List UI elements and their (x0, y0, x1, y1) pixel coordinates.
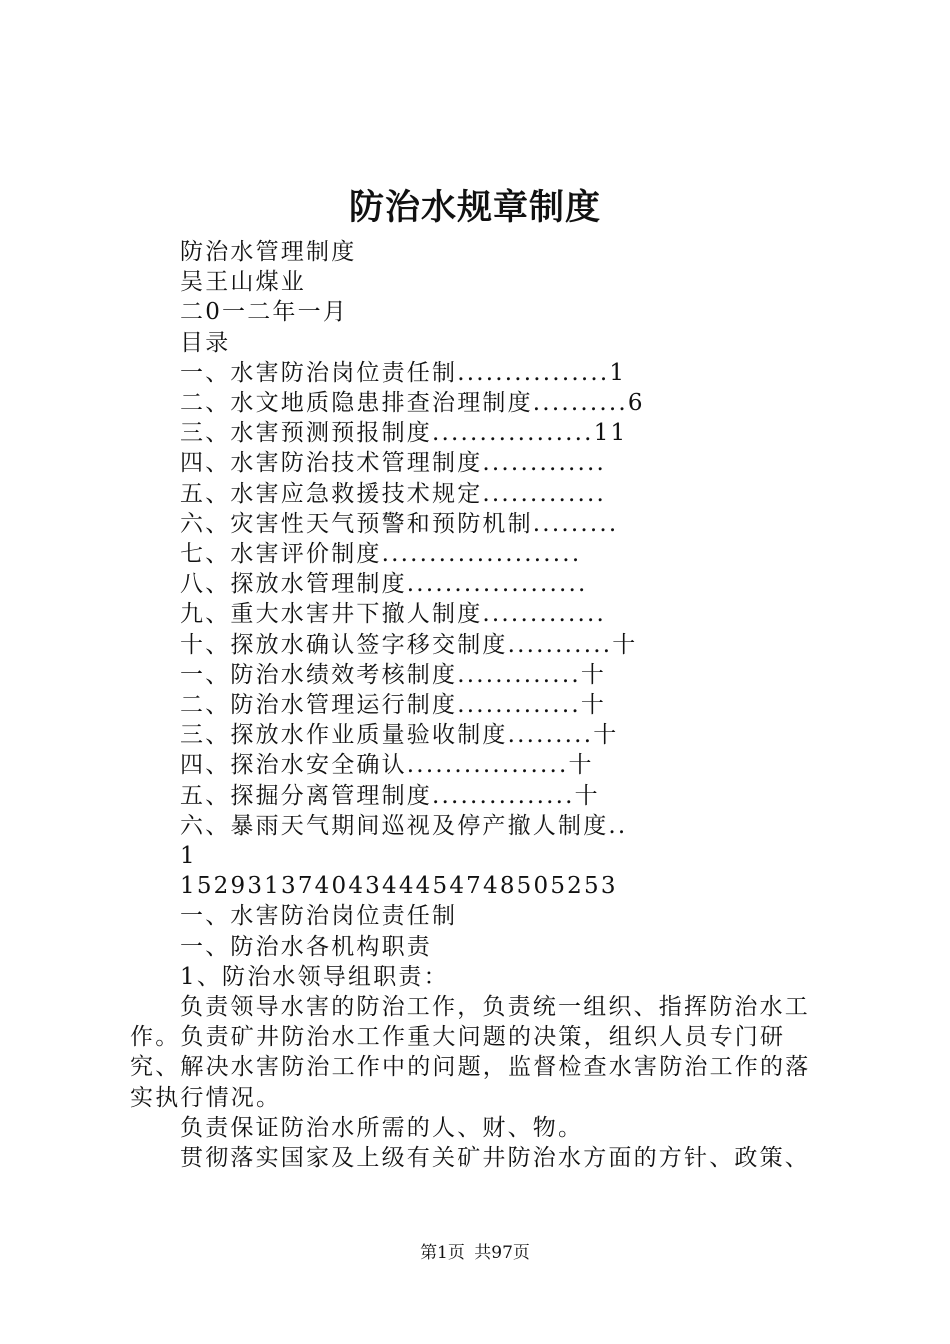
cover-line: 防治水管理制度 (180, 239, 357, 265)
toc-entry: 六、灾害性天气预警和预防机制......... (180, 510, 619, 537)
cover-line: 吴王山煤业 (180, 269, 306, 296)
toc-entry: 八、探放水管理制度................... (180, 571, 588, 598)
toc-page-numbers: 15293137404344454748505253 (180, 873, 618, 900)
document-title: 防治水规章制度 (348, 187, 601, 228)
toc-entry: 二、水文地质隐患排查治理制度..........6 (180, 390, 645, 417)
body-paragraph: 贯彻落实国家及上级有关矿井防治水方面的方针、政策、 (180, 1145, 810, 1172)
body-paragraph: 负责领导水害的防治工作，负责统一组织、指挥防治水工作。负责矿井防治水工作重大问题的决策，组织人员专门研究、解决水害防治工作中的问题，监督检查水害防治工作的落实执行情况。 (130, 994, 811, 1111)
section-heading: 一、水害防治岗位责任制 (180, 903, 458, 930)
toc-entry: 四、探治水安全确认.................十 (180, 752, 594, 779)
toc-entry: 六、暴雨天气期间巡视及停产撤人制度.. (180, 812, 628, 839)
toc-entry: 四、水害防治技术管理制度............. (180, 450, 607, 477)
cover-line: 二0一二年一月 (180, 299, 349, 326)
toc-entry: 七、水害评价制度..................... (180, 541, 582, 568)
item-heading: 1、防治水领导组职责： (180, 963, 449, 990)
toc-entry: 一、水害防治岗位责任制................1 (180, 359, 627, 386)
toc-entry: 三、水害预测预报制度.................11 (180, 420, 628, 447)
toc-page-number: 1 (180, 843, 197, 870)
page-number: 第1页 (420, 1243, 465, 1263)
document-body (130, 237, 830, 1173)
toc-entry: 二、防治水管理运行制度.............十 (180, 692, 607, 719)
subsection-heading: 一、防治水各机构职责 (180, 933, 432, 960)
page-total: 共97页 (474, 1243, 530, 1263)
toc-entry: 十、探放水确认签字移交制度...........十 (180, 631, 638, 658)
toc-entry: 一、防治水绩效考核制度.............十 (180, 661, 607, 688)
toc-entry: 五、探掘分离管理制度...............十 (180, 782, 600, 809)
page-footer (0, 1242, 950, 1264)
toc-heading: 目录 (180, 329, 231, 356)
toc-entry: 五、水害应急救援技术规定............. (180, 480, 607, 507)
body-paragraph: 负责保证防治水所需的人、财、物。 (180, 1114, 584, 1141)
toc-entry: 三、探放水作业质量验收制度.........十 (180, 722, 619, 749)
toc-entry: 九、重大水害井下撤人制度............. (180, 601, 607, 628)
